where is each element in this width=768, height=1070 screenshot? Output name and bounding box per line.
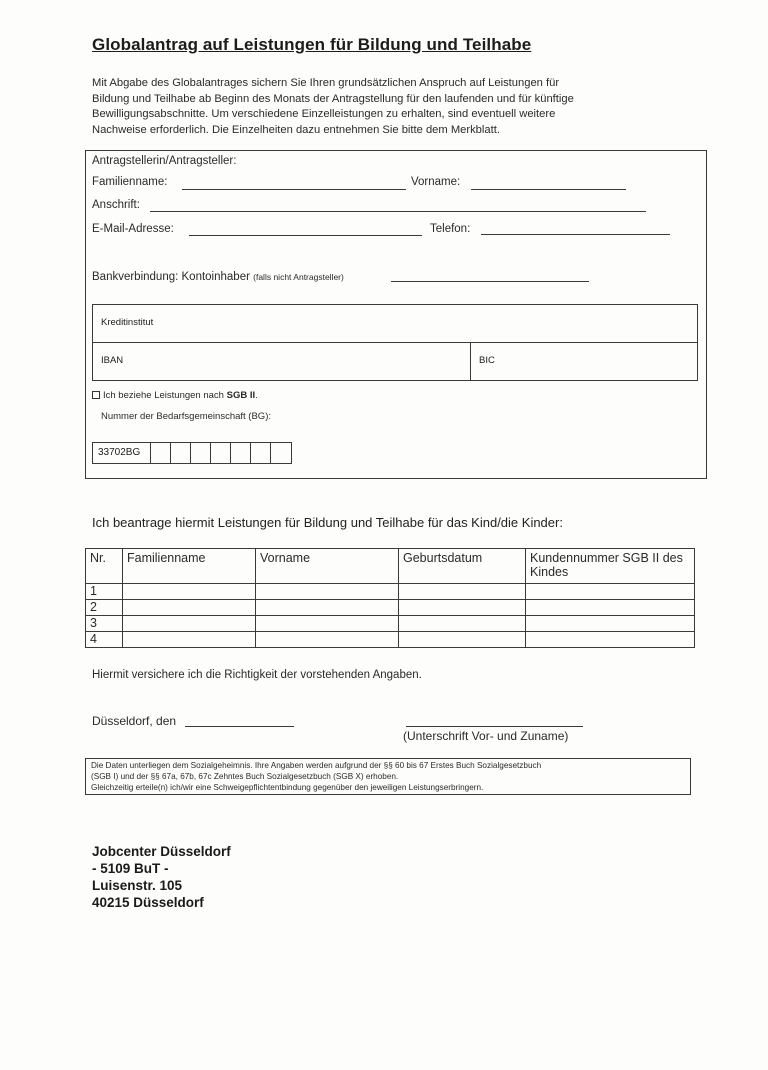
bg-digit-cell[interactable]: [171, 443, 191, 463]
bank-label-text: Bankverbindung: Kontoinhaber: [92, 271, 250, 283]
bank-note: (falls nicht Antragsteller): [253, 272, 344, 282]
address-line: - 5109 BuT -: [92, 861, 169, 876]
bg-digit-cell[interactable]: [151, 443, 171, 463]
col-header-kundennummer: Kundennummer SGB II des Kindes: [526, 549, 695, 584]
table-row: [86, 600, 695, 616]
bg-digit-cell[interactable]: [191, 443, 211, 463]
bg-number-field[interactable]: [92, 442, 292, 464]
bg-digit-cell[interactable]: [231, 443, 251, 463]
kontoinhaber-field[interactable]: [391, 281, 589, 282]
geburtsdatum-cell[interactable]: [399, 616, 526, 632]
col-header-vorname: Vorname: [256, 549, 399, 584]
bg-digit-cell[interactable]: [251, 443, 271, 463]
bic-label: BIC: [479, 355, 495, 366]
row-number: 1: [86, 584, 123, 600]
row-number: 2: [86, 600, 123, 616]
intro-line: Mit Abgabe des Globalantrages sichern Sie Ihren grundsätzlichen Anspruch auf Leistungen für: [92, 77, 560, 89]
privacy-line: Die Daten unterliegen dem Sozialgeheimnis. Ihre Angaben werden aufgrund der §§ 60 bis 67 Erstes Buch Sozialgesetzbuch: [91, 761, 542, 770]
place-date-label: Düsseldorf, den: [92, 714, 177, 728]
sgb-checkbox-row: [92, 390, 258, 401]
intro-line: Nachweise erforderlich. Die Einzelheiten dazu entnehmen Sie bitte dem Merkblatt.: [92, 123, 500, 136]
familienname-cell[interactable]: [123, 632, 256, 648]
geburtsdatum-cell[interactable]: [399, 600, 526, 616]
bank-label: [92, 271, 344, 283]
intro-text: [92, 76, 672, 138]
request-text: Ich beantrage hiermit Leistungen für Bildung und Teilhabe für das Kind/die Kinder:: [92, 515, 563, 530]
col-header-nr: Nr.: [86, 549, 123, 584]
signature-field[interactable]: [406, 726, 583, 727]
kreditinstitut-label: Kreditinstitut: [101, 317, 154, 328]
sgb-checkbox[interactable]: [92, 391, 100, 399]
familienname-field[interactable]: [182, 189, 406, 190]
kundennummer-cell[interactable]: [526, 584, 695, 600]
vorname-label: Vorname:: [411, 176, 461, 188]
address-line: 40215 Düsseldorf: [92, 895, 204, 910]
vorname-field[interactable]: [471, 189, 626, 190]
intro-line: Bildung und Teilhabe ab Beginn des Monats der Antragstellung für den laufenden und für künftige: [92, 92, 574, 105]
page-title: Globalantrag auf Leistungen für Bildung und Teilhabe: [92, 35, 532, 54]
address-line: Jobcenter Düsseldorf: [92, 844, 231, 859]
intro-line: Bewilligungsabschnitte. Um verschiedene Einzelleistungen zu erhalten, sind eventuell weitere: [92, 108, 556, 121]
geburtsdatum-cell[interactable]: [399, 584, 526, 600]
anschrift-label: Anschrift:: [92, 199, 140, 211]
vorname-cell[interactable]: [256, 600, 399, 616]
bg-digit-cell[interactable]: [271, 443, 291, 463]
telefon-label: Telefon:: [430, 223, 471, 235]
row-number: 4: [86, 632, 123, 648]
sgb-checkbox-end: .: [255, 390, 258, 401]
email-label: E-Mail-Adresse:: [92, 223, 174, 235]
telefon-field[interactable]: [481, 234, 670, 235]
kundennummer-cell[interactable]: [526, 616, 695, 632]
privacy-line: (SGB I) und der §§ 67a, 67b, 67c Zehntes Buch Sozialgesetzbuch (SGB X) erhoben.: [91, 772, 399, 781]
confirmation-text: Hiermit versichere ich die Richtigkeit der vorstehenden Angaben.: [92, 669, 422, 681]
row-number: 3: [86, 616, 123, 632]
geburtsdatum-cell[interactable]: [399, 632, 526, 648]
vorname-cell[interactable]: [256, 616, 399, 632]
iban-field[interactable]: [93, 343, 471, 380]
anschrift-field[interactable]: [150, 211, 646, 212]
kreditinstitut-field[interactable]: [93, 305, 697, 343]
address-line: Luisenstr. 105: [92, 878, 183, 893]
vorname-cell[interactable]: [256, 584, 399, 600]
familienname-cell[interactable]: [123, 616, 256, 632]
children-table: [85, 548, 695, 648]
vorname-cell[interactable]: [256, 632, 399, 648]
privacy-notice: [85, 758, 691, 795]
signature-label: (Unterschrift Vor- und Zuname): [403, 729, 569, 743]
col-header-geburtsdatum: Geburtsdatum: [399, 549, 526, 584]
table-header-row: [86, 549, 695, 584]
iban-label: IBAN: [101, 355, 124, 366]
bg-number-value: 33702BG: [93, 443, 151, 463]
table-row: [86, 632, 695, 648]
table-row: [86, 616, 695, 632]
sgb-checkbox-label: Ich beziehe Leistungen nach: [103, 390, 224, 401]
kundennummer-cell[interactable]: [526, 600, 695, 616]
table-row: [86, 584, 695, 600]
familienname-cell[interactable]: [123, 600, 256, 616]
bg-label: Nummer der Bedarfsgemeinschaft (BG):: [101, 411, 272, 422]
col-header-familienname: Familienname: [123, 549, 256, 584]
kundennummer-cell[interactable]: [526, 632, 695, 648]
familienname-label: Familienname:: [92, 176, 168, 188]
bic-field[interactable]: [471, 343, 697, 380]
applicant-heading: Antragstellerin/Antragsteller:: [92, 155, 237, 167]
bg-digit-cell[interactable]: [211, 443, 231, 463]
familienname-cell[interactable]: [123, 584, 256, 600]
email-field[interactable]: [189, 235, 422, 236]
recipient-address: [92, 843, 231, 911]
bank-box: [92, 304, 698, 381]
sgb-checkbox-bold: SGB II: [226, 390, 256, 401]
date-field[interactable]: [185, 726, 294, 727]
privacy-line: Gleichzeitig erteile(n) ich/wir eine Schweigepflichtentbindung gegenüber den jeweiligen Leistungserbringern.: [91, 783, 484, 792]
